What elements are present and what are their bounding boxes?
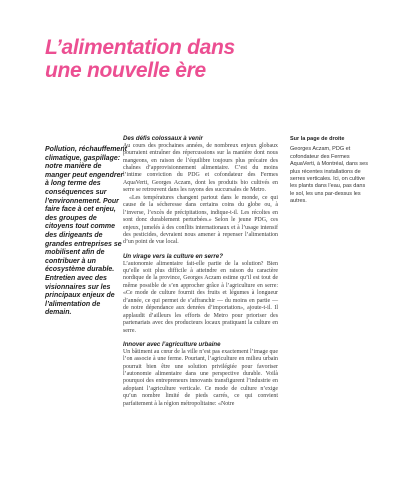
section-heading-serre: Un virage vers la culture en serre? bbox=[123, 252, 223, 260]
article-body bbox=[123, 135, 278, 408]
section-heading-urbaine: Innover avec l’agriculture urbaine bbox=[123, 341, 221, 349]
page-title bbox=[45, 36, 345, 82]
title-line-1: L’alimentation dans bbox=[45, 36, 235, 59]
section-heading-defis: Des défis colossaux à venir bbox=[123, 135, 203, 142]
paragraph: L’autonomie alimentaire fait-elle partie de la solution? Bien qu’elle soit plus difficile à atteindre en raison du caractère nordique de la province, Georges Aczam estime qu’il est tout de même possible de s’en approcher grâce à l’agriculture en serre: «Ce mode de culture fournit des fruits et légumes à longueur d’année, ce qui permet de s’affranchir — du moins en partie — de notre dépendance aux denrées d’importation», ajoute-t-il. Il applaudit d’ailleurs les efforts de Metro pour prioriser des partenariats avec des producteurs locaux pratiquant la culture en serre. bbox=[123, 260, 278, 334]
sidebar-heading: Sur la page de droite bbox=[290, 136, 345, 142]
photo-caption-sidebar bbox=[290, 136, 370, 206]
photo-caption: Georges Aczam, PDG et cofondateur des Fermes AquaVerti, à Montréal, dans ses plus récentes installations de serres verticales. Ici, on cultive les plants dans l’eau, pas dans le sol, les uns par-dessus les autres. bbox=[290, 146, 368, 205]
title-line-2: une nouvelle ère bbox=[45, 59, 206, 82]
paragraph: Au cours des prochaines années, de nombreux enjeux globaux pourraient entraîner des répercussions sur la manière dont nous mangeons, en raison de l’équilibre toujours plus précaire des chaînes d’approvisionnement alimentaire. C’est du moins l’intime conviction du PDG et cofondateur des Fermes AquaVerti, Georges Aczam, dont les produits bio cultivés en serre se retrouvent dans les rayons des succursales de Metro. bbox=[123, 142, 278, 194]
paragraph: «Les températures changent partout dans le monde, ce qui cause de la sécheresse dans certains coins du globe ou, à l’inverse, l’excès de précipitations, indique-t-il. Les récoltes en sont donc durablement perturbées.» Selon le jeune PDG, ces enjeux, jumelés à des conflits internationaux et à l’usage intensif des pesticides, devraient nous amener à repenser l’alimentation d’un point de vue local. bbox=[123, 194, 278, 246]
pull-quote: Pollution, réchauffement climatique, gaspillage: notre manière de manger peut engendrer à long terme des conséquences sur l’environnement. Pour faire face à cet enjeu, des groupes de citoyens tout comme des dirigeants de grandes entreprises se mobilisent afin de contribuer à un écosystème durable. Entretien avec des visionnaires sur les principaux enjeux de l’alimentation de demain. bbox=[45, 146, 127, 317]
paragraph: Un bâtiment au cœur de la ville n’est pas exactement l’image que l’on associe à une ferme. Pourtant, l’agriculture en milieu urbain pourrait bien être une solution privilégiée pour favoriser l’autonomie alimentaire dans une perspective durable. Voilà pourquoi des entrepreneurs innovants transfigurent l’industrie en adoptant l’agriculture verticale. Ce mode de culture n’exige qu’un nombre limité de pieds carrés, ce qui convient parfaitement à la région métropolitaine: «Notre bbox=[123, 348, 278, 407]
